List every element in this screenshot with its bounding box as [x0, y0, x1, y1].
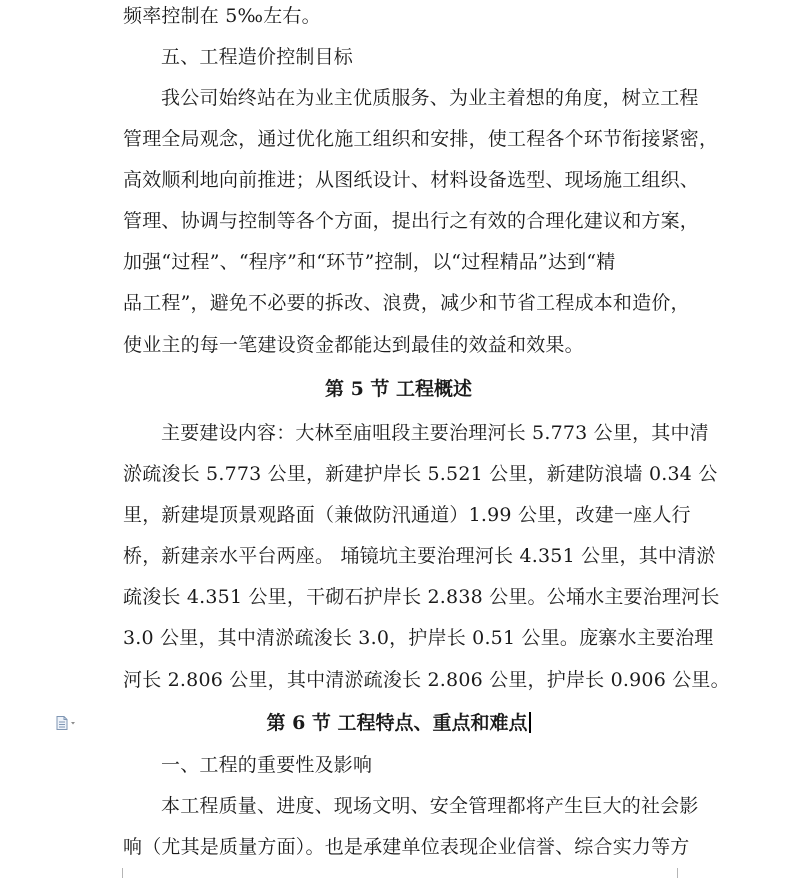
paragraph-line: 3.0 公里，其中清淤疏浚长 3.0，护岸长 0.51 公里。庞寨水主要治理 — [123, 627, 714, 649]
paragraph-line: 主要建设内容：大林至庙咀段主要治理河长 5.773 公里，其中清 — [161, 422, 709, 444]
paragraph-line: 里，新建堤顶景观路面（兼做防汛通道）1.99 公里，改建一座人行 — [123, 504, 691, 526]
paragraph-line: 管理全局观念，通过优化施工组织和安排，使工程各个环节衔接紧密， — [123, 128, 719, 150]
section-heading: 第 5 节 工程概述 — [324, 378, 473, 400]
paragraph-line: 频率控制在 5‰左右。 — [123, 5, 321, 27]
paragraph-line: 河长 2.806 公里，其中清淤疏浚长 2.806 公里，护岸长 0.906 公里。 — [123, 669, 730, 691]
page-margin-marker-right — [677, 868, 696, 878]
document-paragraph-icon[interactable] — [56, 715, 78, 729]
paragraph-line: 品工程”，避免不必要的拆改、浪费，减少和节省工程成本和造价， — [123, 292, 690, 314]
paragraph-line: 高效顺利地向前推进；从图纸设计、材料设备选型、现场施工组织、 — [123, 169, 700, 191]
paragraph-line: 我公司始终站在为业主优质服务、为业主着想的角度，树立工程 — [161, 87, 699, 109]
paragraph-line: 本工程质量、进度、现场文明、安全管理都将产生巨大的社会影 — [161, 795, 699, 817]
paragraph-line: 加强“过程”、“程序”和“环节”控制，以“过程精品”达到“精 — [123, 251, 616, 273]
paragraph-line: 桥，新建亲水平台两座。 埇镜坑主要治理河长 4.351 公里，其中清淤 — [123, 545, 716, 567]
section-subheading: 五、工程造价控制目标 — [161, 46, 354, 68]
paragraph-line: 响（尤其是质量方面）。也是承建单位表现企业信誉、综合实力等方 — [123, 836, 690, 858]
section-subheading: 一、工程的重要性及影响 — [161, 754, 373, 776]
paragraph-line: 管理、协调与控制等各个方面，提出行之有效的合理化建议和方案， — [123, 210, 700, 232]
paragraph-line: 使业主的每一笔建设资金都能达到最佳的效益和效果。 — [123, 334, 584, 356]
paragraph-line: 淤疏浚长 5.773 公里，新建护岸长 5.521 公里，新建防浪墙 0.34 公 — [123, 463, 718, 485]
section-heading-line — [0, 711, 797, 735]
page-margin-marker-left — [104, 868, 123, 878]
section-heading: 第 6 节 工程特点、重点和难点 — [266, 712, 528, 734]
text-cursor — [529, 712, 531, 733]
paragraph-line: 疏浚长 4.351 公里，干砌石护岸长 2.838 公里。公埇水主要治理河长 — [123, 586, 720, 608]
